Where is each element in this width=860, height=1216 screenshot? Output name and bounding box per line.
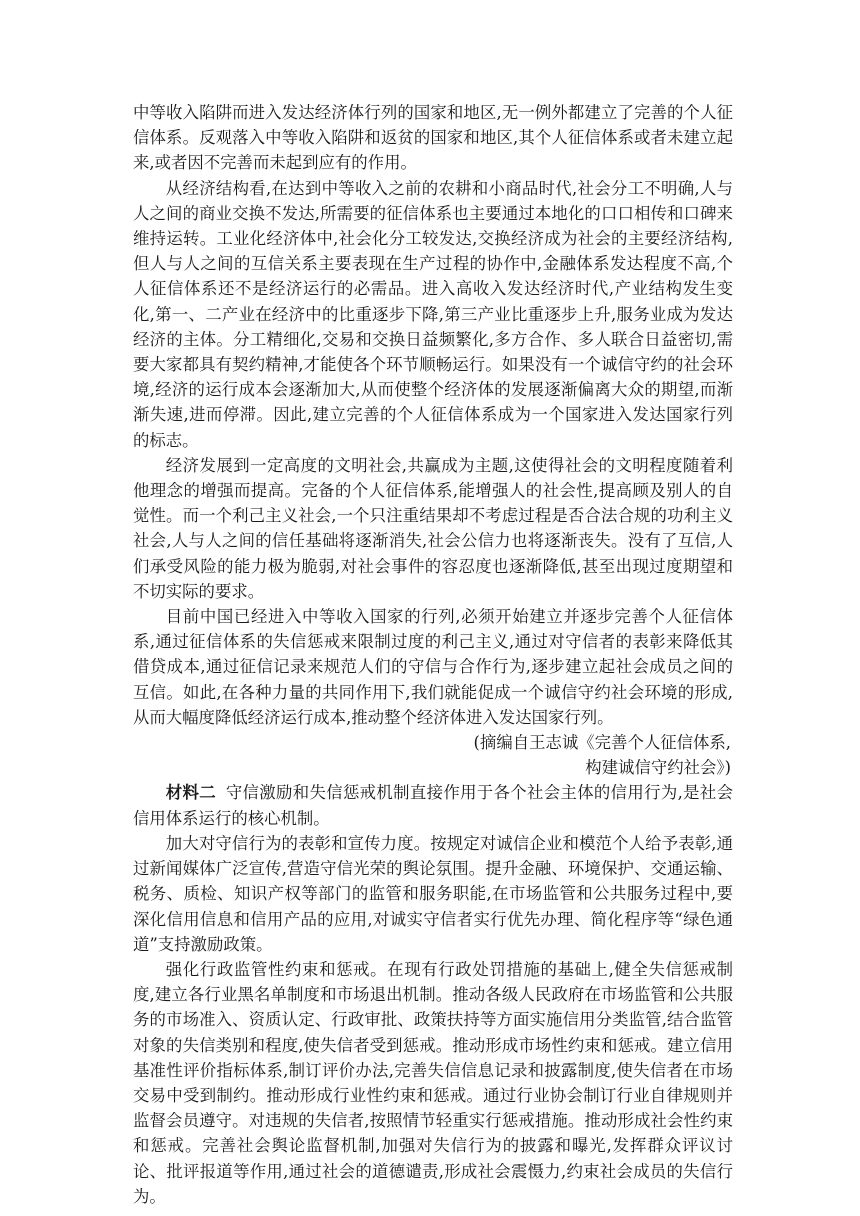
source-citation-line2: 构建诚信守约社会》) [585,758,731,778]
paragraph-punish-distrust: 强化行政监管性约束和惩戒。在现有行政处罚措施的基础上,健全失信惩戒制度,建立各行业黑名单制度和市场退出机制。推动各级人民政府在市场监管和公共服务的市场准入、资质认定、行政审批、政策扶持等方面实施信用分类监管,结合监管对象的失信类别和程度,使失信者受到惩戒。推动形成市场性约束和惩戒。建立信用基准性评价指标体系,制订评价办法,完善失信信息记录和披露制度,使失信者在市场交易中受到制约。推动形成行业性约束和惩戒。通过行业协会制订行业自律规则并监督会员遵守。对违规的失信者,按照情节轻重实行惩戒措施。推动形成社会性约束和惩戒。完善社会舆论监督机制,加强对失信行为的披露和曝光,发挥群众评议讨论、批评报道等作用,通过社会的道德谴责,形成社会震慑力,约束社会成员的失信行为。 [133,959,733,1206]
paragraph-continuation: 中等收入陷阱而进入发达经济体行列的国家和地区,无一例外都建立了完善的个人征信体系。反观落入中等收入陷阱和返贫的国家和地区,其个人征信体系或者未建立起来,或者因不完善而未起到应有的作用。 [133,103,733,173]
paragraph-reward-trust: 加大对守信行为的表彰和宣传力度。按规定对诚信企业和模范个人给予表彰,通过新闻媒体广泛宣传,营造守信光荣的舆论氛围。提升金融、环境保护、交通运输、税务、质检、知识产权等部门的监管和服务职能,在市场监管和公共服务过程中,要深化信用信息和信用产品的应用,对诚实守信者实行优先办理、简化程序等“绿色通道”支持激励政策。 [133,833,733,954]
material-two-label: 材料二 [165,783,216,803]
document-page [133,100,733,1209]
paragraph-economic-structure: 从经济结构看,在达到中等收入之前的农耕和小商品时代,社会分工不明确,人与人之间的商业交换不发达,所需要的征信体系也主要通过本地化的口口相传和口碑来维持运转。工业化经济体中,社会化分工较发达,交换经济成为社会的主要经济结构,但人与人之间的互信关系主要表现在生产过程的协作中,金融体系发达程度不高,个人征信体系还不是经济运行的必需品。进入高收入发达经济时代,产业结构发生变化,第一、二产业在经济中的比重逐步下降,第三产业比重逐步上升,服务业成为发达经济的主体。分工精细化,交易和交换日益频繁化,多方合作、多人联合日益密切,需要大家都具有契约精神,才能使各个环节顺畅运行。如果没有一个诚信守约的社会环境,经济的运行成本会逐渐加大,从而使整个经济体的发展逐渐偏离大众的期望,而渐渐失速,进而停滞。因此,建立完善的个人征信体系成为一个国家进入发达国家行列的标志。 [133,178,733,450]
material-two-intro-paragraph [133,780,733,830]
material-two-intro-text: 守信激励和失信惩戒机制直接作用于各个社会主体的信用行为,是社会信用体系运行的核心机制。 [133,783,733,828]
paragraph-civilized-society: 经济发展到一定高度的文明社会,共赢成为主题,这使得社会的文明程度随着利他理念的增强而提高。完备的个人征信体系,能增强人的社会性,提高顾及别人的自觉性。而一个利己主义社会,一个只注重结果却不考虑过程是否合法合规的功利主义社会,人与人之间的信任基础将逐渐消失,社会公信力也将逐渐丧失。没有了互信,人们承受风险的能力极为脆弱,对社会事件的容忍度也逐渐降低,甚至出现过度期望和不切实际的要求。 [133,455,733,601]
source-citation [133,730,733,780]
source-citation-line1: (摘编自王志诚《完善个人征信体系, [473,733,731,753]
paragraph-china-current: 目前中国已经进入中等收入国家的行列,必须开始建立并逐步完善个人征信体系,通过征信体系的失信惩戒来限制过度的利己主义,通过对守信者的表彰来降低其借贷成本,通过征信记录来规范人们的守信与合作行为,逐步建立起社会成员之间的互信。如此,在各种力量的共同作用下,我们就能促成一个诚信守约社会环境的形成,从而大幅度降低经济运行成本,推动整个经济体进入发达国家行列。 [133,607,733,727]
